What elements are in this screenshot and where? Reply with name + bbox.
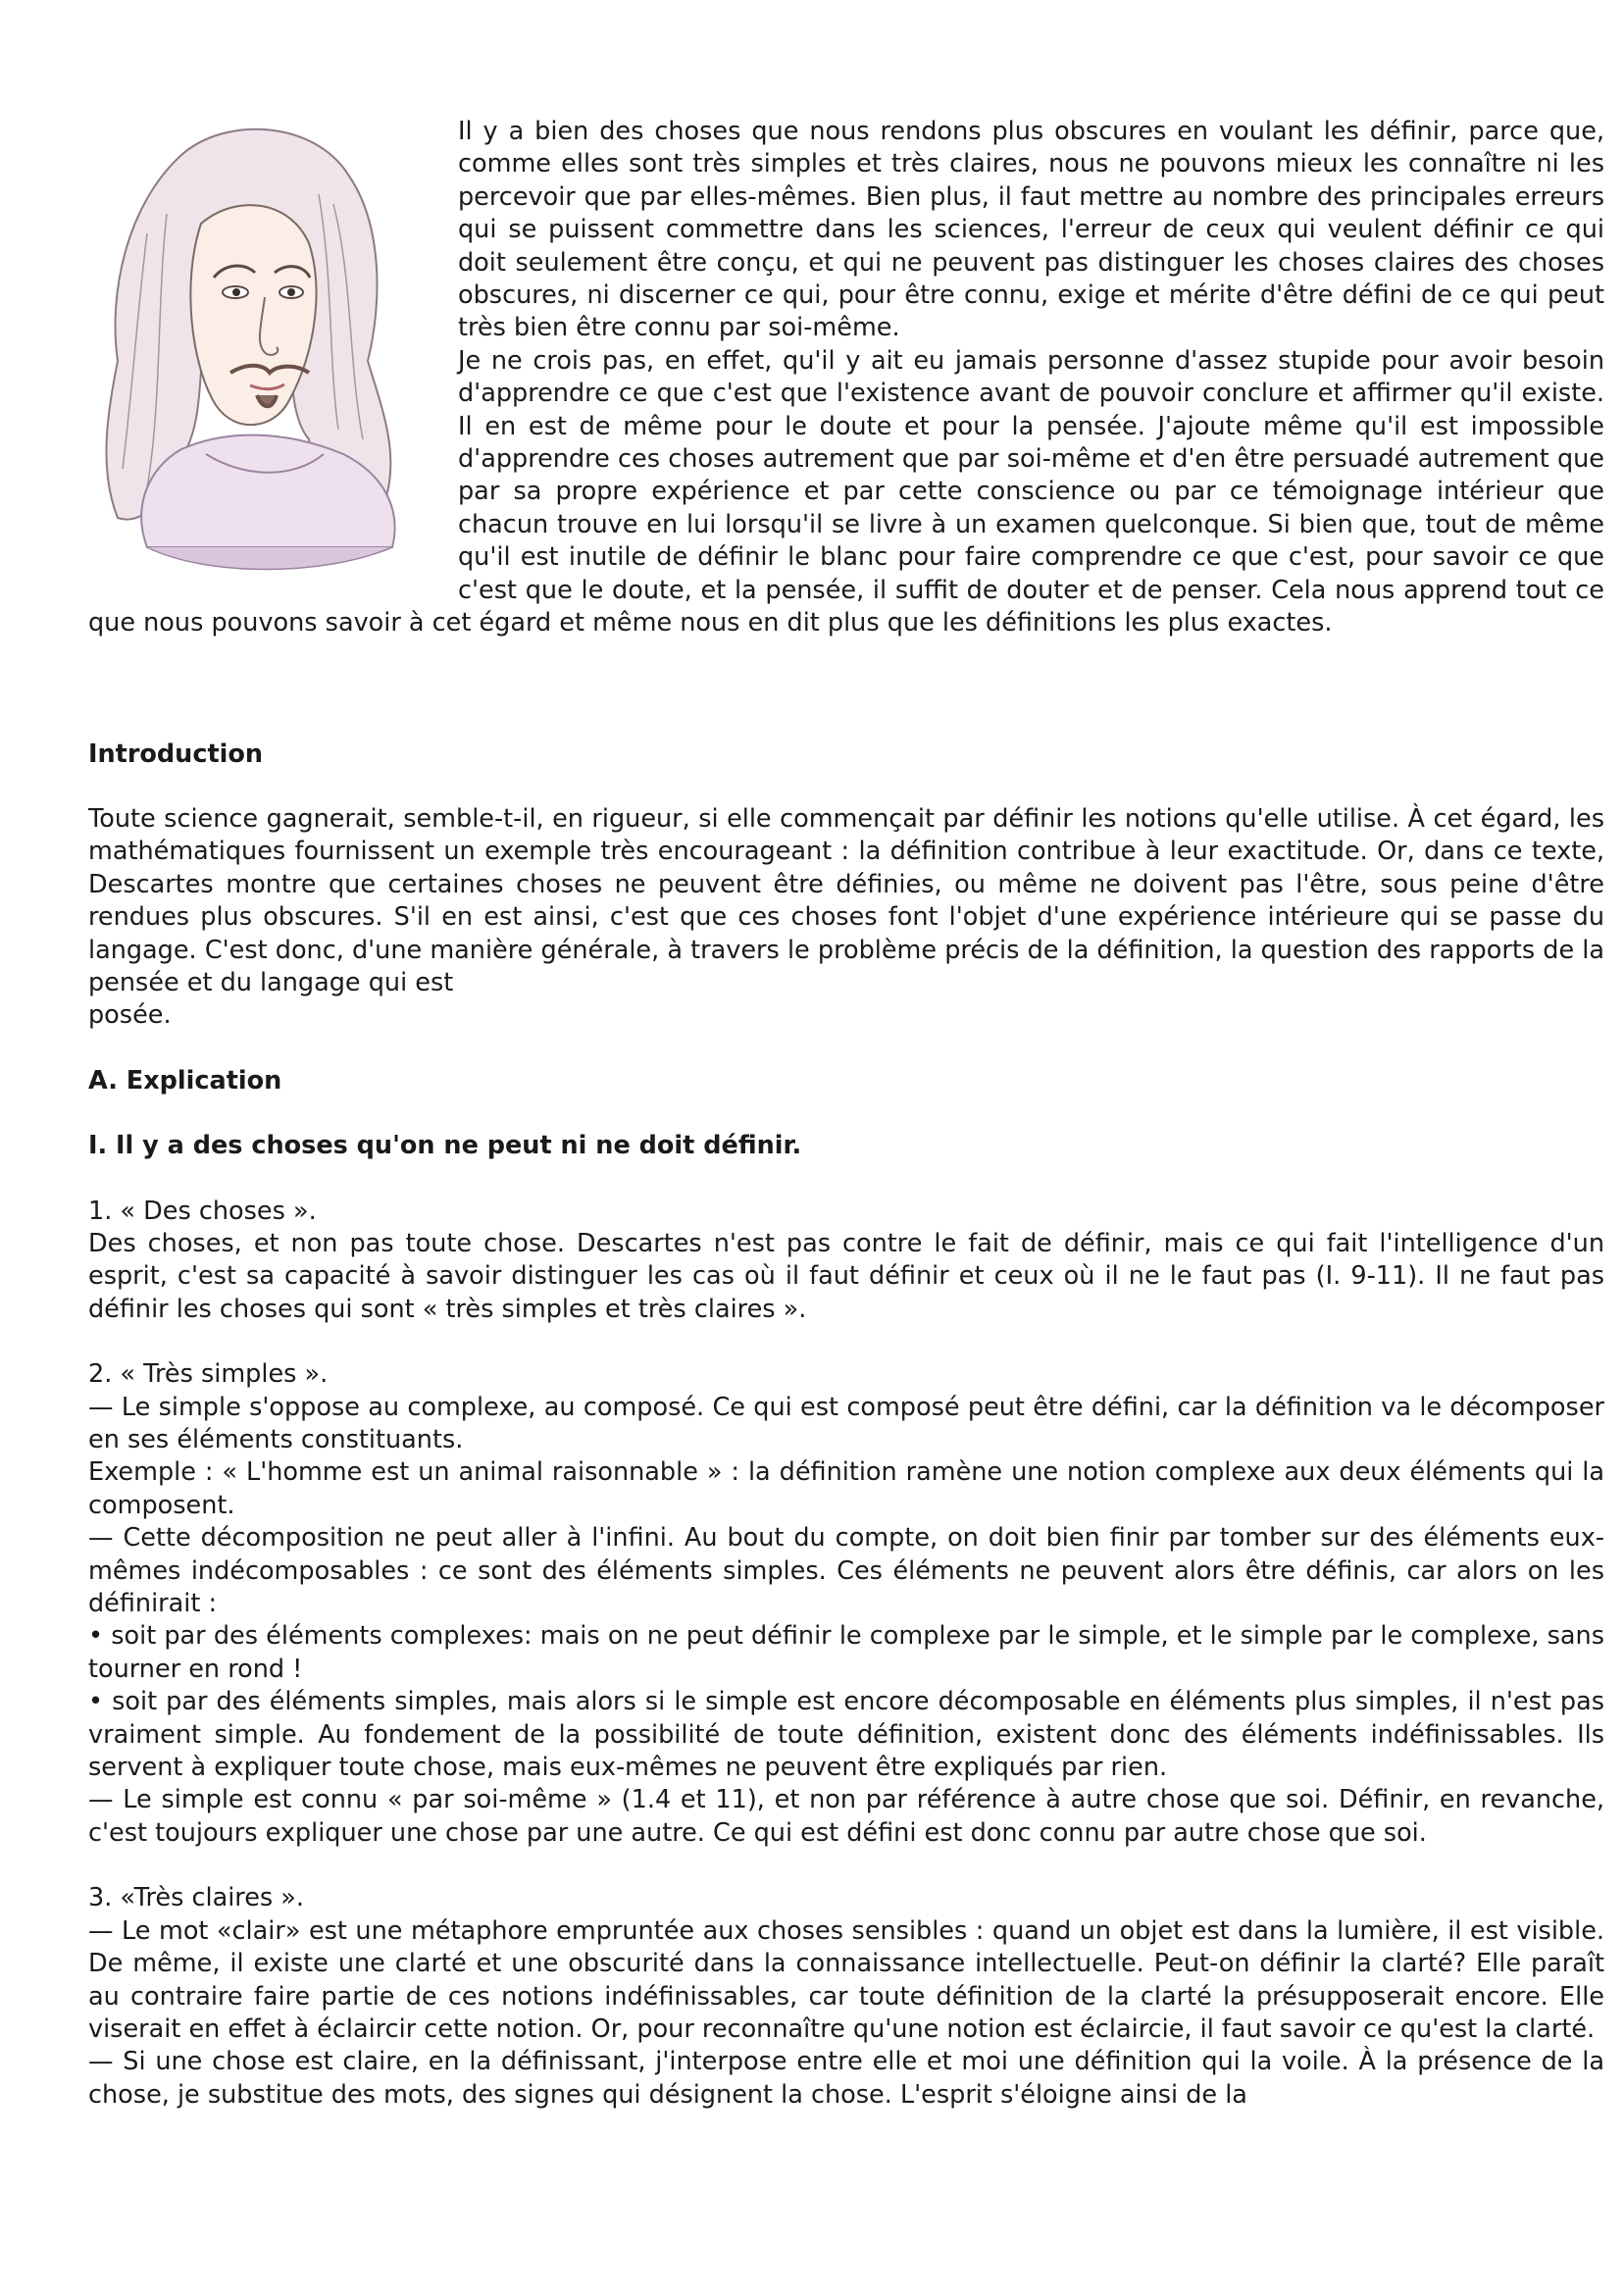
point-1 [88, 1196, 1604, 1327]
point-title: 1. « Des choses ». [88, 1196, 317, 1226]
point-3 [88, 1882, 1604, 2112]
document-page [88, 116, 1604, 2112]
point-line: Exemple : « L'homme est un animal raisonnable » : la définition ramène une notion complexe aux deux éléments qui la composent. [88, 1457, 1604, 1520]
point-line: — Le simple est connu « par soi-même » (1.4 et 11), et non par référence à autre chose que soi. Définir, en revanche, c'est toujours expliquer une chose par une autre. Ce qui est défini est donc connu par autre chose que soi. [88, 1785, 1604, 1848]
quote-paragraph: Il y a bien des choses que nous rendons plus obscures en voulant les définir, parce que, comme elles sont très simples et très claires, nous ne pouvons mieux les connaître ni les percevoir que par elles-mêmes. Bien plus, il faut mettre au nombre des principales erreurs qui se puissent commettre dans les sciences, l'erreur de ceux qui veulent définir ce qui doit seulement être conçu, et qui ne peuvent pas distinguer les choses claires des choses obscures, ni discerner ce qui, pour être connu, exige et mérite d'être défini de ce qui peut très bien être connu par soi-même. [458, 117, 1604, 343]
introduction-paragraph: Toute science gagnerait, semble-t-il, en rigueur, si elle commençait par définir les notions qu'elle utilise. À cet égard, les mathématiques fournissent un exemple très encourageant : la définition contribue à leur exactitude. Or, dans ce texte, Descartes montre que certaines choses ne peuvent être définies, ou même ne doivent pas l'être, sous peine d'être rendues plus obscures. S'il en est ainsi, c'est que ces choses font l'objet d'une expérience intérieure qui se passe du langage. C'est donc, d'une manière générale, à travers le problème précis de la définition, la question des rapports de la pensée et du langage qui est [88, 803, 1604, 997]
point-2 [88, 1358, 1604, 1850]
point-title: 3. «Très claires ». [88, 1883, 304, 1913]
point-title: 2. « Très simples ». [88, 1359, 329, 1390]
explication-heading: A. Explication [88, 1065, 282, 1096]
point-line: Des choses, et non pas toute chose. Descartes n'est pas contre le fait de définir, mais ce qui fait l'intelligence d'un esprit, c'est sa capacité à savoir distinguer les cas où il faut définir et ceux où il ne le faut pas (I. 9-11). Il ne faut pas définir les choses qui sont « très simples et très claires ». [88, 1228, 1604, 1324]
section-heading: I. Il y a des choses qu'on ne peut ni ne doit définir. [88, 1131, 802, 1161]
introduction-paragraph-end: posée. [88, 1000, 172, 1031]
point-line: • soit par des éléments simples, mais alors si le simple est encore décomposable en éléments plus simples, il n'est pas vraiment simple. Au fondement de la possibilité de toute définition, existent donc des éléments indéfinissables. Ils servent à expliquer toute chose, mais eux-mêmes ne peuvent être expliqués par rien. [88, 1687, 1604, 1783]
point-line: — Si une chose est claire, en la définissant, j'interpose entre elle et moi une définition qui la voile. À la présence de la chose, je substitue des mots, des signes qui désignent la chose. L'esprit s'éloigne ainsi de la [88, 2047, 1604, 2110]
introduction-heading: Introduction [88, 739, 264, 769]
point-line: — Cette décomposition ne peut aller à l'infini. Au bout du compte, on doit bien finir par tomber sur des éléments eux-mêmes indécomposables : ce sont des éléments simples. Ces éléments ne peuvent alors être définis, car alors on les définirait : [88, 1523, 1604, 1619]
quote-block [88, 116, 1604, 640]
point-line: — Le mot «clair» est une métaphore empruntée aux choses sensibles : quand un objet est dans la lumière, il est visible. De même, il existe une clarté et une obscurité dans la connaissance intellectuelle. Peut-on définir la clarté? Elle paraît au contraire faire partie de ces notions indéfinissables, car toute définition de la clarté la présupposerait encore. Elle viserait en effet à éclaircir cette notion. Or, pour reconnaître qu'une notion est éclaircie, il faut savoir ce qu'est la clarté. [88, 1915, 1604, 2044]
point-line: — Le simple s'oppose au complexe, au composé. Ce qui est composé peut être défini, car la définition va le décomposer en ses éléments constituants. [88, 1392, 1604, 1454]
quote-paragraph: Je ne crois pas, en effet, qu'il y ait eu jamais personne d'assez stupide pour avoir besoin d'apprendre ce que c'est que l'existence avant de pouvoir conclure et affirmer qu'il existe. Il en est de même pour le doute et pour la pensée. J'ajoute même qu'il est impossible d'apprendre ces choses autrement que par soi-même et d'en être persuadé autrement que par sa propre expérience et par cette conscience ou par ce témoignage intérieur que chacun trouve en lui lorsqu'il se livre à un examen quelconque. Si bien que, tout de même qu'il est inutile de définir le blanc pour faire comprendre ce que c'est, pour savoir ce que c'est que le doute, et la pensée, il suffit de douter et de penser. Cela nous apprend tout ce que nous pouvons savoir à cet égard et même nous en dit plus que les définitions les plus exactes. [88, 345, 1604, 638]
introduction-text [88, 803, 1604, 1033]
point-line: • soit par des éléments complexes: mais on ne peut définir le complexe par le simple, et le simple par le complexe, sans tourner en rond ! [88, 1621, 1604, 1684]
descartes-portrait-image [88, 116, 436, 577]
